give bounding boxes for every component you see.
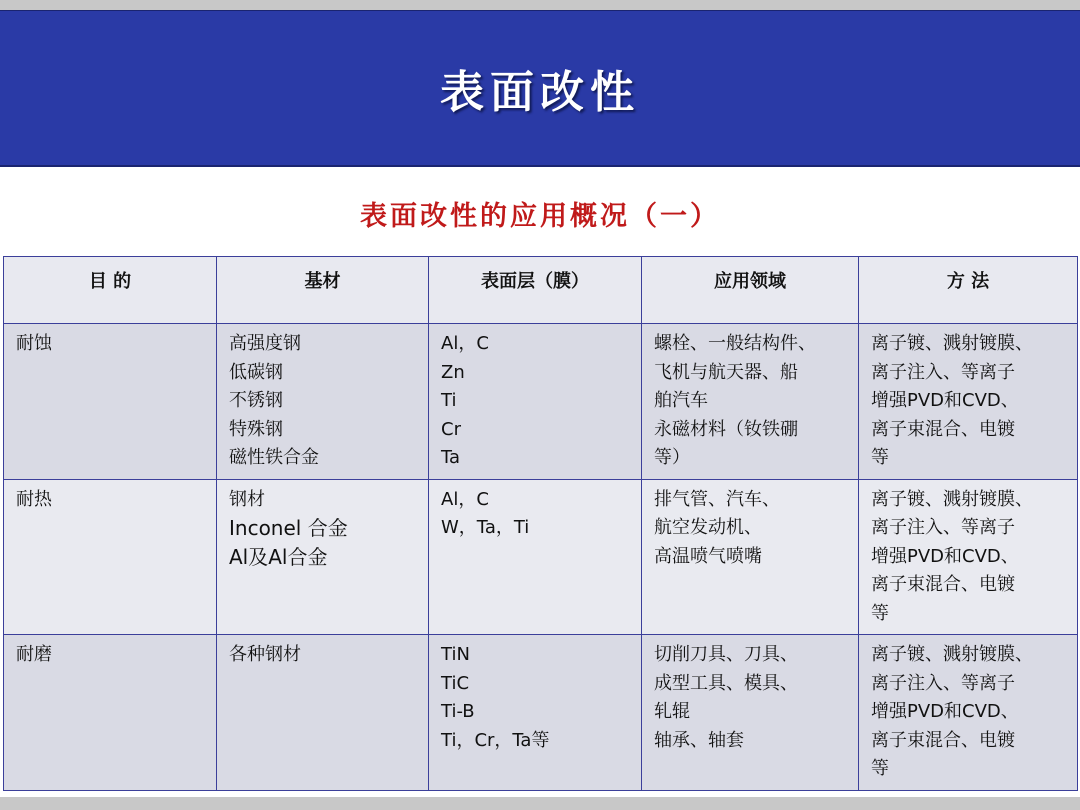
application-line: 航空发动机、: [654, 517, 762, 538]
application-line: 飞机与航天器、船: [654, 361, 798, 383]
method-line: 增强PVD和CVD、: [871, 545, 1019, 567]
header-substrate: 基材: [217, 257, 429, 324]
substrate-line: 各种钢材: [229, 644, 301, 665]
layer-line: Cr: [441, 418, 461, 440]
cell-surface-layer: [429, 479, 642, 635]
cell-substrate: [217, 635, 429, 791]
substrate-line: Al及Al合金: [229, 544, 328, 569]
cell-purpose: [4, 479, 217, 635]
layer-line: Zn: [441, 361, 465, 383]
application-line: 切削刀具、刀具、: [654, 644, 798, 665]
table-subtitle: 表面改性的应用概况（一）: [360, 201, 720, 232]
cell-method: [859, 479, 1078, 635]
cell-substrate: [217, 479, 429, 635]
header-method: 方 法: [859, 257, 1078, 324]
method-line: 离子束混合、电镀: [871, 418, 1015, 440]
method-line: 离子注入、等离子: [871, 672, 1015, 694]
cell-surface-layer: [429, 324, 642, 480]
cell-purpose: [4, 324, 217, 480]
layer-line: TiC: [441, 672, 470, 694]
layer-line: Al，C: [441, 488, 489, 510]
method-line: 等: [871, 758, 889, 779]
substrate-line: 高强度钢: [229, 333, 301, 354]
substrate-line: 低碳钢: [229, 361, 283, 383]
method-line: 离子镀、溅射镀膜、: [871, 644, 1033, 665]
layer-line: TiN: [441, 644, 470, 665]
table-header-row: [4, 257, 1078, 324]
layer-line: Ta: [441, 447, 461, 468]
title-banner: [0, 10, 1080, 167]
cell-method: [859, 635, 1078, 791]
application-line: 等）: [654, 447, 690, 468]
header-application: 应用领域: [642, 257, 859, 324]
cell-purpose: [4, 635, 217, 791]
method-line: 增强PVD和CVD、: [871, 701, 1019, 722]
page-title: 表面改性: [440, 67, 640, 118]
purpose-text: 耐磨: [16, 644, 52, 665]
cell-method: [859, 324, 1078, 480]
method-line: 离子注入、等离子: [871, 517, 1015, 538]
application-line: 螺栓、一般结构件、: [654, 333, 816, 354]
method-line: 等: [871, 602, 889, 624]
application-line: 永磁材料（钕铁硼: [654, 418, 798, 440]
cell-surface-layer: [429, 635, 642, 791]
application-line: 轴承、轴套: [654, 729, 744, 751]
table-row: [4, 635, 1078, 791]
application-line: 排气管、汽车、: [654, 488, 780, 510]
layer-line: Ti-B: [441, 701, 475, 722]
application-line: 舶汽车: [654, 390, 708, 411]
layer-line: Ti: [441, 390, 457, 411]
top-strip: [0, 0, 1080, 10]
substrate-line: 特殊钢: [229, 418, 283, 440]
method-line: 离子镀、溅射镀膜、: [871, 488, 1033, 510]
method-line: 离子束混合、电镀: [871, 729, 1015, 751]
application-line: 轧辊: [654, 701, 690, 722]
bottom-strip: [0, 797, 1080, 810]
substrate-line: 不锈钢: [229, 390, 283, 411]
method-line: 离子镀、溅射镀膜、: [871, 333, 1033, 354]
application-line: 高温喷气喷嘴: [654, 545, 762, 567]
layer-line: W，Ta，Ti: [441, 517, 530, 538]
header-surface-layer: 表面层（膜）: [429, 257, 642, 324]
substrate-line: 钢材: [229, 488, 265, 510]
table-row: [4, 479, 1078, 635]
application-line: 成型工具、模具、: [654, 672, 798, 694]
table-row: [4, 324, 1078, 480]
purpose-text: 耐蚀: [16, 333, 52, 354]
method-line: 离子注入、等离子: [871, 361, 1015, 383]
layer-line: Al，C: [441, 333, 489, 354]
application-table: [3, 256, 1078, 791]
substrate-line: Inconel 合金: [229, 516, 348, 540]
header-purpose: 目 的: [4, 257, 217, 324]
purpose-text: 耐热: [16, 488, 52, 510]
layer-line: Ti，Cr，Ta等: [441, 729, 550, 751]
cell-substrate: [217, 324, 429, 480]
cell-application: [642, 635, 859, 791]
substrate-line: 磁性铁合金: [229, 447, 319, 468]
cell-application: [642, 479, 859, 635]
method-line: 增强PVD和CVD、: [871, 390, 1019, 411]
cell-application: [642, 324, 859, 480]
method-line: 离子束混合、电镀: [871, 574, 1015, 595]
method-line: 等: [871, 447, 889, 468]
